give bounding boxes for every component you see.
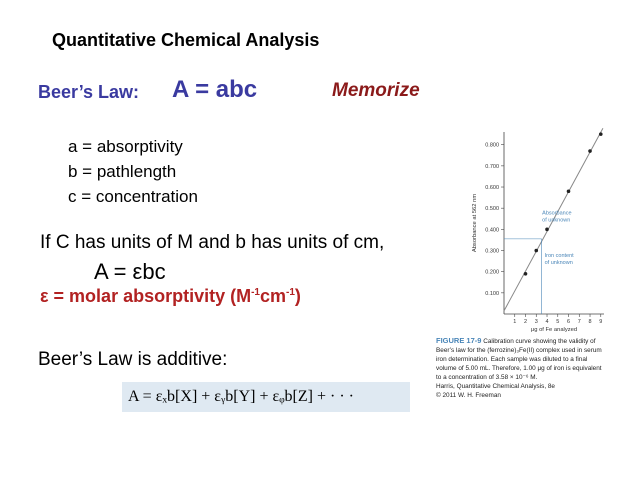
- y-tick-label: 0.200: [485, 269, 499, 276]
- additive-equation: A = εₓb[X] + εᵧb[Y] + εᵩb[Z] + · · ·: [122, 382, 410, 412]
- definition-absorptivity: a = absorptivity: [68, 137, 183, 156]
- additive-statement: Beer’s Law is additive:: [38, 349, 228, 370]
- annotation-iron-line2: of unknown: [544, 259, 573, 266]
- data-point: [524, 272, 528, 276]
- memorize-note: Memorize: [332, 80, 420, 101]
- molar-mid: cm: [260, 286, 287, 306]
- x-tick-label: 1: [513, 319, 517, 325]
- molar-prefix: ε = molar absorptivity (M: [40, 286, 252, 306]
- calibration-chart: [462, 128, 612, 333]
- x-axis-label: μg of Fe analyzed: [530, 327, 578, 333]
- beers-law-equation: A = abc: [172, 76, 258, 103]
- x-tick-label: 4: [545, 319, 549, 325]
- x-tick-label: 6: [566, 319, 571, 325]
- y-tick-label: 0.400: [485, 227, 499, 234]
- data-point: [599, 132, 603, 136]
- figure-label: FIGURE 17-9: [436, 336, 482, 345]
- annotation-iron-line1: Iron content: [544, 252, 574, 259]
- y-tick-label: 0.300: [485, 248, 499, 255]
- x-tick-label: 7: [577, 319, 581, 325]
- annotation-absorbance-line2: of unknown: [542, 217, 571, 224]
- x-tick-label: 2: [523, 319, 528, 325]
- y-tick-label: 0.700: [485, 163, 499, 170]
- definition-pathlength: b = pathlength: [68, 162, 177, 181]
- molar-superscript-2: -1: [286, 287, 295, 298]
- x-tick-label: 9: [599, 319, 603, 325]
- data-point: [534, 249, 538, 253]
- figure-credit: Harris, Quantitative Chemical Analysis, 8e: [436, 383, 555, 390]
- definition-concentration: c = concentration: [68, 187, 198, 206]
- units-statement: If C has units of M and b has units of cm,: [40, 232, 385, 253]
- x-tick-label: 8: [588, 319, 592, 325]
- molar-beers-law-equation: A = εbc: [94, 259, 166, 284]
- y-tick-label: 0.100: [485, 290, 499, 297]
- data-point: [567, 189, 571, 193]
- annotation-absorbance-line1: Absorbance: [542, 210, 572, 217]
- data-point: [588, 149, 592, 153]
- y-axis-label: Absorbance at 562 nm: [472, 193, 478, 253]
- x-tick-label: 3: [534, 319, 538, 325]
- y-tick-label: 0.600: [485, 185, 499, 192]
- molar-suffix: ): [294, 286, 301, 306]
- figure-copyright: © 2011 W. H. Freeman: [436, 392, 501, 399]
- x-tick-label: 5: [556, 319, 560, 325]
- slide-title: Quantitative Chemical Analysis: [52, 30, 320, 50]
- y-tick-label: 0.500: [485, 206, 499, 213]
- molar-absorptivity-definition: [40, 286, 301, 307]
- molar-superscript-1: -1: [251, 287, 260, 298]
- beers-law-label: Beer’s Law:: [38, 82, 140, 102]
- data-point: [545, 228, 549, 232]
- figure-caption-text: Calibration curve showing the validity of Beer’s law for the (ferrozine)₃Fe(II) complex used in serum iron determination. Each sample was diluted to a final volume of 5.00 mL. Therefore, 1.00 μg of iron is equivalent to a concentration of 3.58 × 10⁻⁶ M.: [436, 338, 602, 381]
- y-tick-label: 0.800: [485, 142, 499, 149]
- figure-caption: [436, 336, 608, 400]
